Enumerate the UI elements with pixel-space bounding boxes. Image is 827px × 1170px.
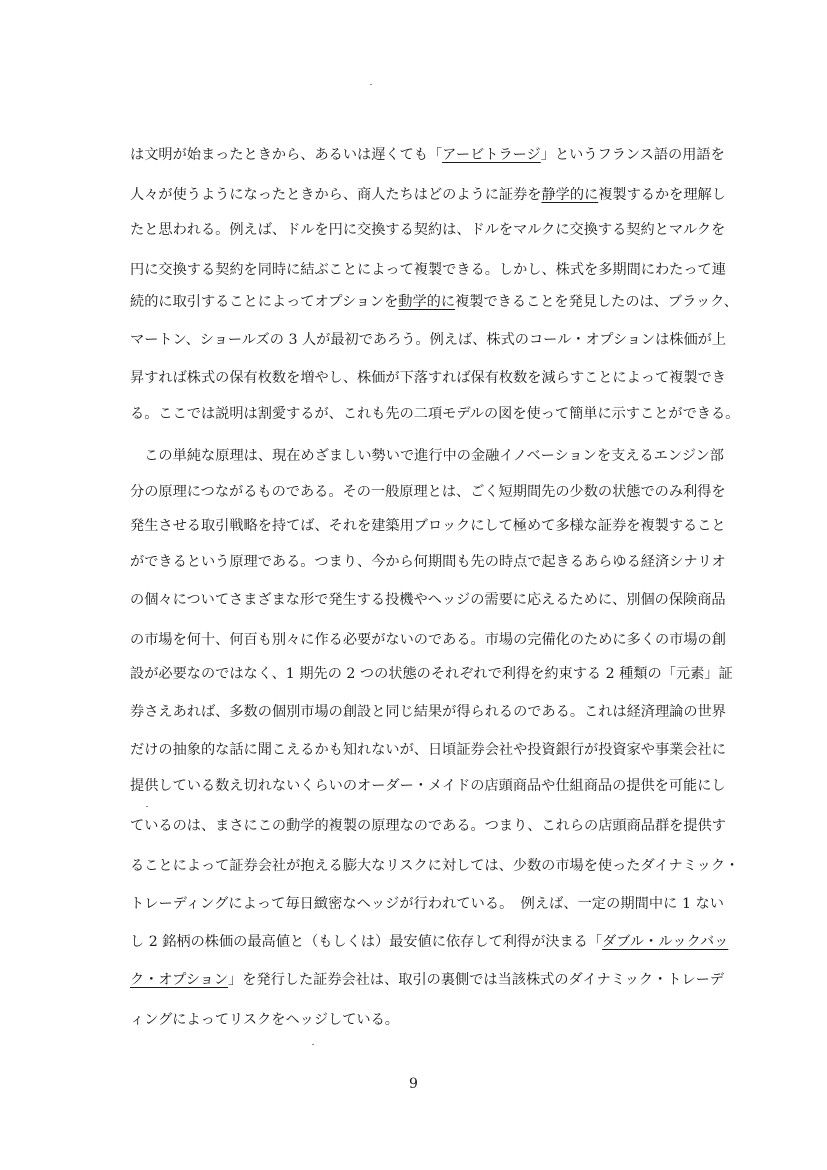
- text-line: [130, 590, 724, 610]
- text-line: [130, 630, 724, 650]
- scan-speck: [146, 806, 148, 807]
- underlined-term: ダブル・ルックバッ: [602, 934, 729, 950]
- text-line: [130, 816, 724, 836]
- text-line: [130, 516, 724, 536]
- text-run: し 2 銘柄の株価の最高値と（もしくは）最安値に依存して利得が決まる「: [130, 934, 603, 950]
- text-run: 」を発行した証券会社は、取引の裏側では当該株式のダイナミック・トレーデ: [228, 972, 725, 988]
- text-line: [130, 482, 724, 502]
- text-run: の個々についてさまざまな形で発生する投機やヘッジの需要に応えるために、別個の保険商品: [130, 592, 726, 608]
- text-run: ているのは、まさにこの動学的複製の原理なのである。つまり、これらの店頭商品群を提供す: [130, 818, 726, 834]
- text-run: だけの抽象的な話に聞こえるかも知れないが、日頃証券会社や投資銀行が投資家や事業会社に: [130, 742, 726, 758]
- text-run: 人々が使うようになったときから、商人たちはどのように証券を: [130, 187, 542, 203]
- text-run: 提供している数え切れないくらいのオーダー・メイドの店頭商品や仕組商品の提供を可能にし: [130, 778, 726, 794]
- text-run: ができるという原理である。つまり、今から何期間も先の時点で起きるあらゆる経済シナリオ: [130, 554, 726, 570]
- text-line: [130, 292, 738, 312]
- text-line: [130, 856, 740, 876]
- text-run: 円に交換する契約を同時に結ぶことによって複製できる。しかし、株式を多期間にわたって連: [130, 262, 726, 278]
- text-run: マートン、ショールズの 3 人が最初であろう。例えば、株式のコール・オプションは株価が上: [130, 332, 727, 348]
- text-run: たと思われる。例えば、ドルを円に交換する契約は、ドルをマルクに交換する契約とマルクを: [130, 222, 726, 238]
- text-run: 複製できることを発見したのは、ブラック、: [455, 294, 738, 310]
- text-run: 」というフランス語の用語を: [540, 147, 725, 163]
- text-run: 分の原理につながるものである。その一般原理とは、ごく短期間先の少数の状態でのみ利得を: [130, 484, 726, 500]
- text-line: [130, 932, 729, 952]
- text-run: 設が必要なのではなく、1 期先の 2 つの状態のそれぞれで利得を約束する 2 種類の「元素」証: [130, 666, 733, 682]
- text-line: [130, 330, 727, 350]
- text-line: [130, 740, 724, 760]
- text-line: [130, 220, 724, 240]
- text-line: [130, 664, 733, 684]
- text-run: は文明が始まったときから、あるいは遅くても「: [130, 147, 443, 163]
- underlined-term: ク・オプション: [130, 972, 229, 988]
- underlined-term: 動学的に: [398, 294, 456, 310]
- text-line: [130, 776, 724, 796]
- text-run: の市場を何十、何百も別々に作る必要がないのである。市場の完備化のために多くの市場の創: [130, 632, 726, 648]
- text-run: トレーディングによって毎日緻密なヘッジが行われている。 例えば、一定の期間中に 1 ない: [130, 896, 724, 912]
- page-number: 9: [409, 1076, 418, 1092]
- text-run: 続的に取引することによってオプションを: [130, 294, 399, 310]
- text-line: [130, 145, 724, 165]
- text-line: [130, 1010, 724, 1030]
- text-run: この単純な原理は、現在めざましい勢いで進行中の金融イノベーションを支えるエンジン部: [130, 448, 724, 464]
- scan-speck: [370, 84, 372, 85]
- text-line: [130, 368, 724, 388]
- scan-speck: [312, 1044, 314, 1045]
- text-line: [130, 260, 724, 280]
- text-line: [130, 702, 724, 722]
- text-line: [130, 552, 724, 572]
- text-line: [130, 970, 724, 990]
- text-line: [130, 894, 724, 914]
- text-run: 券さえあれば、多数の個別市場の創設と同じ結果が得られるのである。これは経済理論の世界: [130, 704, 726, 720]
- text-run: る。ここでは説明は割愛するが、これも先の二項モデルの図を使って簡単に示すことができる。: [130, 406, 740, 422]
- text-run: 複製するかを理解し: [598, 187, 726, 203]
- text-run: ることによって証券会社が抱える膨大なリスクに対しては、少数の市場を使ったダイナミック・: [130, 858, 740, 874]
- text-run: ィングによってリスクをヘッジしている。: [130, 1012, 399, 1028]
- text-line: [130, 185, 724, 205]
- text-line: [130, 404, 740, 424]
- text-run: 発生させる取引戦略を持てば、それを建築用ブロックにして極めて多様な証券を複製すること: [130, 518, 726, 534]
- underlined-term: アービトラージ: [442, 147, 541, 163]
- underlined-term: 静学的に: [541, 187, 599, 203]
- text-line: [130, 446, 724, 466]
- text-run: 昇すれば株式の保有枚数を増やし、株価が下落すれば保有枚数を減らすことによって複製でき: [130, 370, 726, 386]
